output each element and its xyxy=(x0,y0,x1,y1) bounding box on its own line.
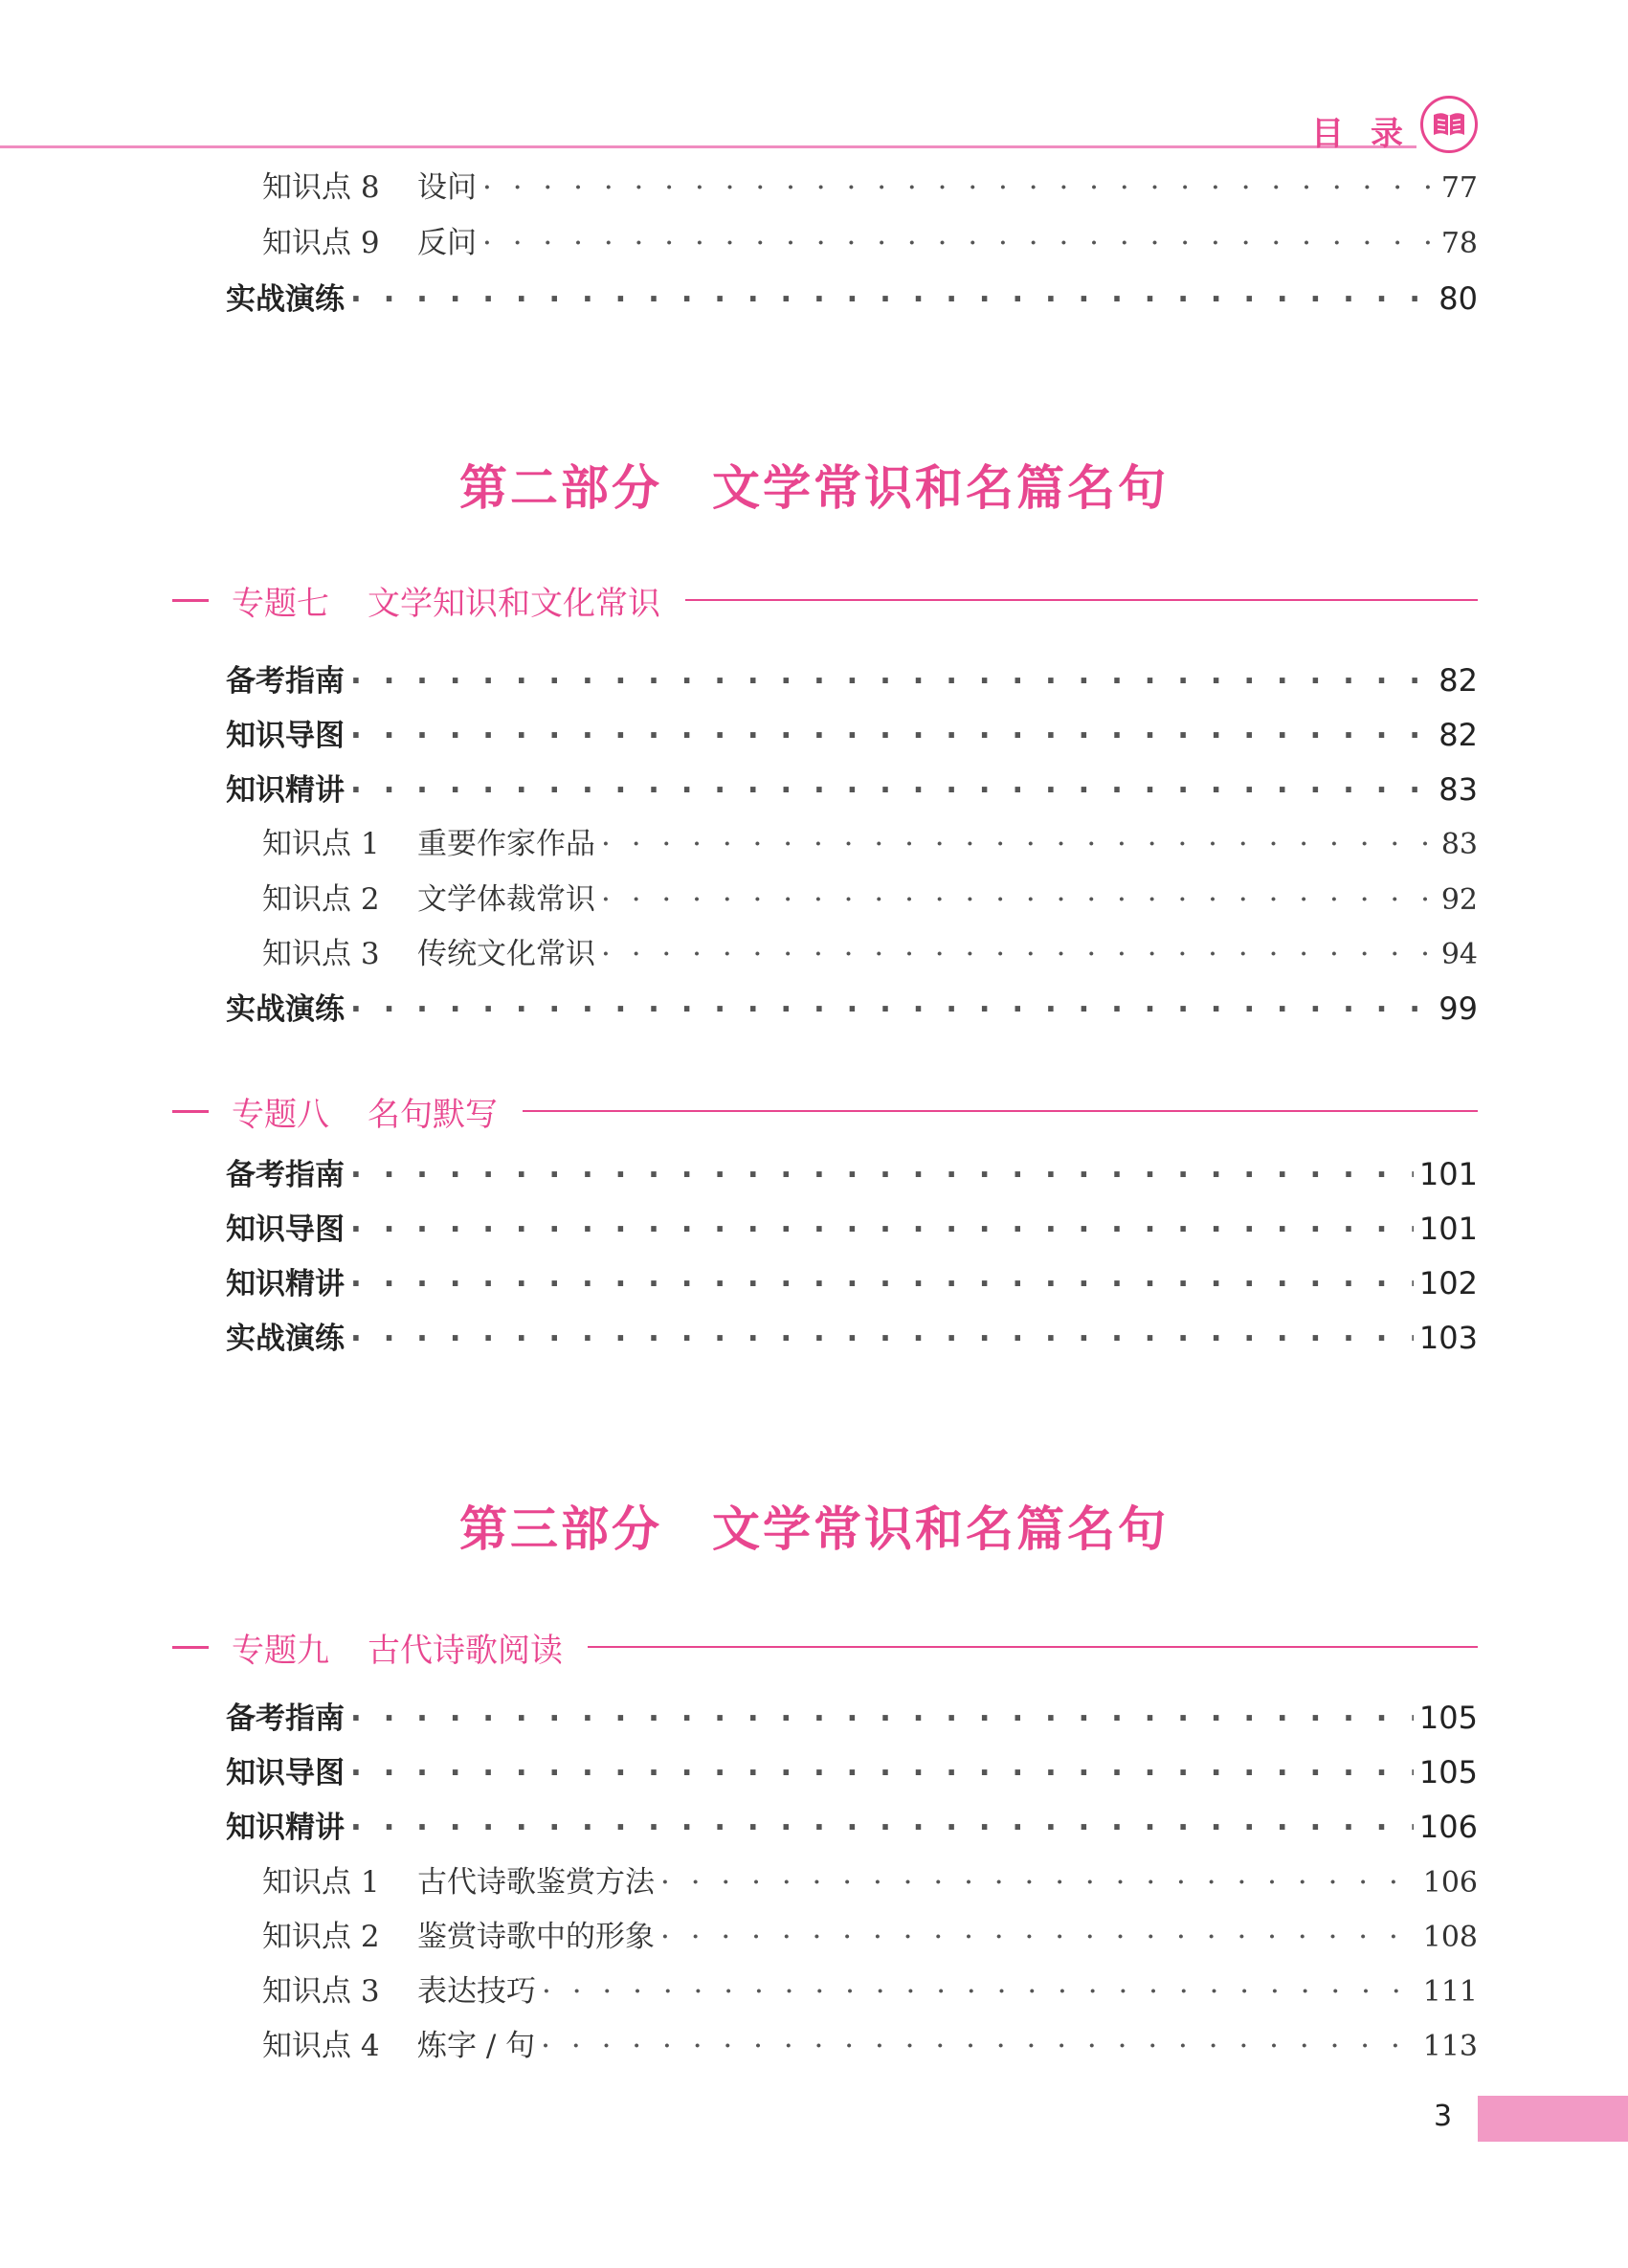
entry-page: 108 xyxy=(1422,1921,1478,1954)
dot-leader xyxy=(541,2023,1417,2069)
topic-title: 文学知识和文化常识 xyxy=(368,584,660,623)
entry-title: 传统文化常识 xyxy=(417,937,595,971)
entry-page: 83 xyxy=(1438,771,1478,808)
topic-heading[interactable] xyxy=(172,1623,1478,1671)
toc-entry-sub[interactable] xyxy=(262,1914,1478,1960)
dot-leader xyxy=(350,1152,1414,1198)
topic-rule xyxy=(588,1646,1478,1648)
entry-title: 知识导图 xyxy=(226,1756,345,1790)
dot-leader xyxy=(350,1696,1414,1742)
toc-entry-sub[interactable] xyxy=(262,1968,1478,2014)
entry-page: 92 xyxy=(1440,883,1478,917)
entry-title: 知识精讲 xyxy=(226,773,345,808)
toc-entry-sub[interactable] xyxy=(262,877,1478,923)
entry-title: 备考指南 xyxy=(226,664,345,699)
footer-tab xyxy=(1478,2096,1628,2142)
entry-title: 重要作家作品 xyxy=(417,827,595,861)
open-book-icon xyxy=(1420,96,1478,153)
dot-leader xyxy=(350,713,1433,759)
dot-leader xyxy=(542,1968,1417,2014)
entry-title: 反问 xyxy=(417,226,477,260)
entry-title: 鉴赏诗歌中的形象 xyxy=(417,1920,655,1954)
toc-entry-sub[interactable] xyxy=(262,821,1478,867)
entry-number: 知识点 1 xyxy=(262,827,380,861)
topic-title: 名句默写 xyxy=(368,1095,498,1134)
toc-entry-main[interactable] xyxy=(226,276,1478,322)
dot-leader xyxy=(601,877,1436,923)
toc-entry-sub[interactable] xyxy=(262,165,1478,211)
entry-page: 105 xyxy=(1418,1700,1478,1736)
toc-entry-main[interactable] xyxy=(226,1260,1478,1306)
entry-title: 知识精讲 xyxy=(226,1267,345,1301)
entry-page: 103 xyxy=(1418,1320,1478,1356)
entry-number: 知识点 3 xyxy=(262,1974,380,2009)
entry-number: 知识点 2 xyxy=(262,1920,380,1954)
dot-leader xyxy=(350,987,1433,1033)
dot-leader xyxy=(660,1859,1417,1905)
toc-entry-main[interactable] xyxy=(226,657,1478,703)
entry-title: 备考指南 xyxy=(226,1701,345,1736)
entry-number: 知识点 9 xyxy=(262,226,380,260)
entry-page: 113 xyxy=(1422,2030,1478,2063)
toc-entry-main[interactable] xyxy=(226,1695,1478,1741)
page-number: 3 xyxy=(1434,2100,1453,2133)
entry-title: 古代诗歌鉴赏方法 xyxy=(417,1865,655,1900)
entry-page: 80 xyxy=(1438,280,1478,317)
dot-leader xyxy=(350,1750,1414,1796)
toc-entry-sub[interactable] xyxy=(262,1859,1478,1905)
entry-page: 101 xyxy=(1418,1156,1478,1192)
entry-page: 101 xyxy=(1418,1211,1478,1247)
entry-title: 实战演练 xyxy=(226,992,345,1027)
topic-rule xyxy=(523,1110,1478,1112)
dot-leader xyxy=(350,1316,1414,1362)
dot-leader xyxy=(350,1261,1414,1307)
entry-page: 105 xyxy=(1418,1754,1478,1790)
entry-page: 106 xyxy=(1418,1809,1478,1845)
entry-title: 文学体裁常识 xyxy=(417,882,595,917)
toc-entry-main[interactable] xyxy=(226,986,1478,1032)
topic-number: 专题九 xyxy=(232,1631,329,1670)
entry-number: 知识点 1 xyxy=(262,1865,380,1900)
toc-entry-main[interactable] xyxy=(226,1804,1478,1850)
part-title: 文学常识和名篇名句 xyxy=(712,1501,1169,1557)
entry-page: 99 xyxy=(1438,990,1478,1027)
topic-dash xyxy=(172,1110,209,1113)
toc-entry-main[interactable] xyxy=(226,1151,1478,1197)
entry-page: 77 xyxy=(1440,171,1478,205)
entry-page: 106 xyxy=(1422,1866,1478,1900)
entry-title: 设问 xyxy=(417,170,477,205)
dot-leader xyxy=(601,931,1436,977)
entry-title: 实战演练 xyxy=(226,282,345,317)
entry-page: 94 xyxy=(1440,938,1478,971)
part-label: 第二部分 xyxy=(459,460,662,516)
dot-leader xyxy=(601,821,1436,867)
entry-title: 实战演练 xyxy=(226,1322,345,1356)
entry-title: 知识导图 xyxy=(226,1212,345,1247)
entry-title: 知识导图 xyxy=(226,719,345,753)
topic-dash xyxy=(172,599,209,602)
topic-number: 专题七 xyxy=(232,584,329,623)
entry-number: 知识点 3 xyxy=(262,937,380,971)
entry-page: 82 xyxy=(1438,662,1478,699)
entry-title: 知识精讲 xyxy=(226,1811,345,1845)
dot-leader xyxy=(350,277,1433,322)
topic-number: 专题八 xyxy=(232,1095,329,1134)
entry-page: 111 xyxy=(1422,1975,1478,2009)
dot-leader xyxy=(482,220,1436,266)
dot-leader xyxy=(350,767,1433,813)
entry-page: 82 xyxy=(1438,717,1478,753)
dot-leader xyxy=(660,1914,1417,1960)
dot-leader xyxy=(350,1805,1414,1851)
part-title: 文学常识和名篇名句 xyxy=(712,460,1169,516)
dot-leader xyxy=(350,658,1433,704)
toc-entry-sub[interactable] xyxy=(262,931,1478,977)
part-heading xyxy=(0,1491,1628,1560)
toc-entry-sub[interactable] xyxy=(262,220,1478,266)
topic-dash xyxy=(172,1646,209,1649)
entry-title: 表达技巧 xyxy=(417,1974,536,2009)
entry-number: 知识点 4 xyxy=(262,2029,380,2063)
topic-rule xyxy=(685,599,1478,601)
toc-entry-main[interactable] xyxy=(226,1749,1478,1795)
entry-page: 78 xyxy=(1440,227,1478,260)
entry-number: 知识点 2 xyxy=(262,882,380,917)
dot-leader xyxy=(350,1207,1414,1253)
entry-page: 83 xyxy=(1440,828,1478,861)
part-label: 第三部分 xyxy=(459,1501,662,1557)
toc-header-title: 目录 xyxy=(1311,115,1430,153)
entry-title: 备考指南 xyxy=(226,1158,345,1192)
header-rule xyxy=(0,145,1416,148)
topic-heading[interactable] xyxy=(172,576,1478,624)
entry-number: 知识点 8 xyxy=(262,170,380,205)
dot-leader xyxy=(482,165,1436,211)
toc-entry-main[interactable] xyxy=(226,712,1478,758)
toc-entry-main[interactable] xyxy=(226,1206,1478,1252)
topic-heading[interactable] xyxy=(172,1087,1478,1135)
topic-title: 古代诗歌阅读 xyxy=(368,1631,563,1670)
entry-page: 102 xyxy=(1418,1265,1478,1301)
entry-title: 炼字 / 句 xyxy=(417,2029,536,2063)
toc-entry-main[interactable] xyxy=(226,1315,1478,1361)
part-heading xyxy=(0,450,1628,519)
toc-entry-main[interactable] xyxy=(226,767,1478,812)
toc-entry-sub[interactable] xyxy=(262,2023,1478,2069)
